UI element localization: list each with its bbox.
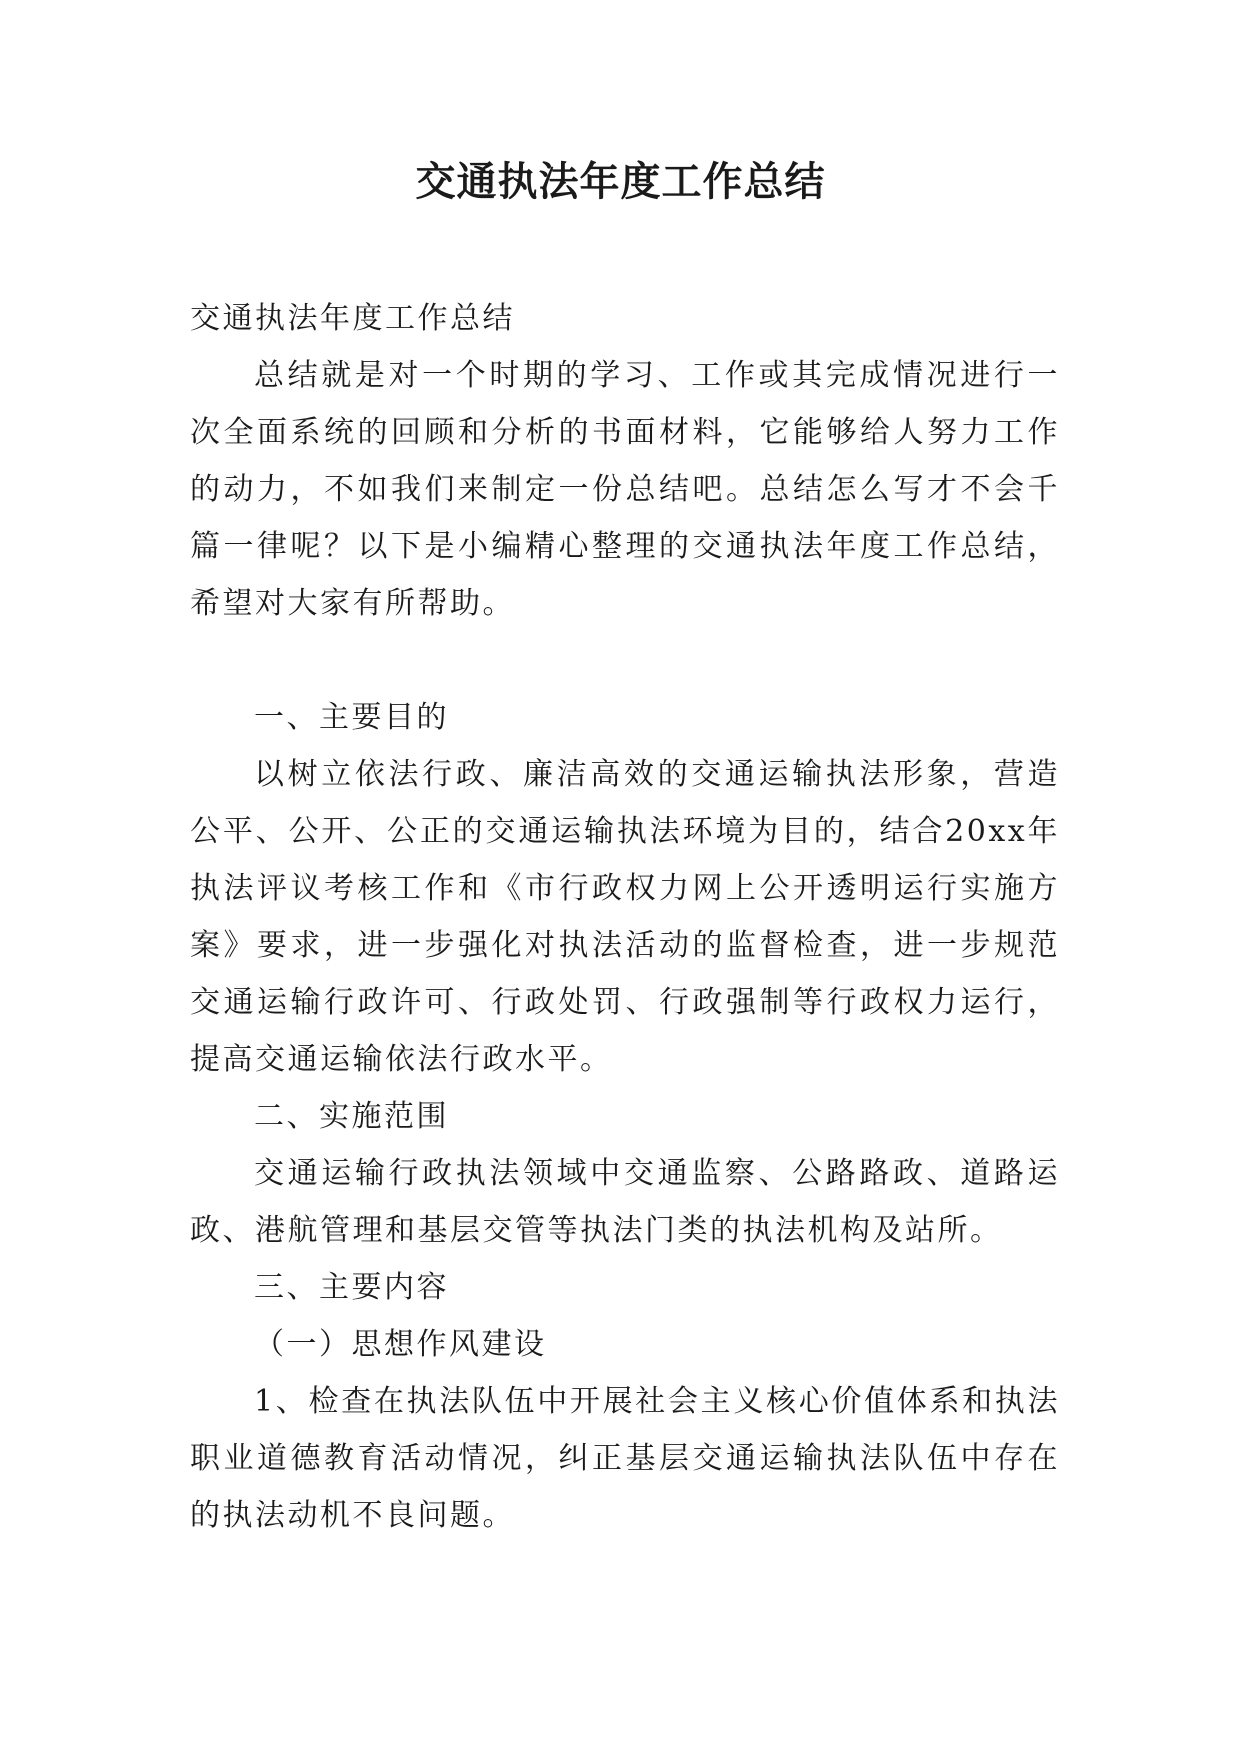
section-heading-purpose: 一、主要目的 bbox=[254, 700, 449, 735]
subsection-heading-ideology: （一）思想作风建设 bbox=[254, 1327, 547, 1362]
paragraph-spacer bbox=[190, 632, 1060, 689]
paragraph-subtitle: 交通执法年度工作总结 bbox=[190, 301, 515, 336]
paragraph-intro: 总结就是对一个时期的学习、工作或其完成情况进行一次全面系统的回顾和分析的书面材料，它能够给人努力工作的动力，不如我们来制定一份总结吧。总结怎么写才不会千篇一律呢？以下是小编精心整理的交通执法年度工作总结，希望对大家有所帮助。 bbox=[190, 358, 1060, 621]
paragraph-scope: 交通运输行政执法领域中交通监察、公路路政、道路运政、港航管理和基层交管等执法门类的执法机构及站所。 bbox=[190, 1156, 1060, 1248]
paragraph-purpose: 以树立依法行政、廉洁高效的交通运输执法形象，营造公平、公开、公正的交通运输执法环境为目的，结合20xx年执法评议考核工作和《市行政权力网上公开透明运行实施方案》要求，进一步强化对执法活动的监督检查，进一步规范交通运输行政许可、行政处罚、行政强制等行政权力运行，提高交通运输依法行政水平。 bbox=[190, 757, 1060, 1077]
section-heading-content: 三、主要内容 bbox=[254, 1270, 449, 1305]
section-heading-scope: 二、实施范围 bbox=[254, 1099, 449, 1134]
paragraph-item-1: 1、检查在执法队伍中开展社会主义核心价值体系和执法职业道德教育活动情况，纠正基层交通运输执法队伍中存在的执法动机不良问题。 bbox=[190, 1384, 1060, 1533]
document-body bbox=[190, 290, 1060, 1544]
document-title: 交通执法年度工作总结 bbox=[415, 159, 826, 205]
